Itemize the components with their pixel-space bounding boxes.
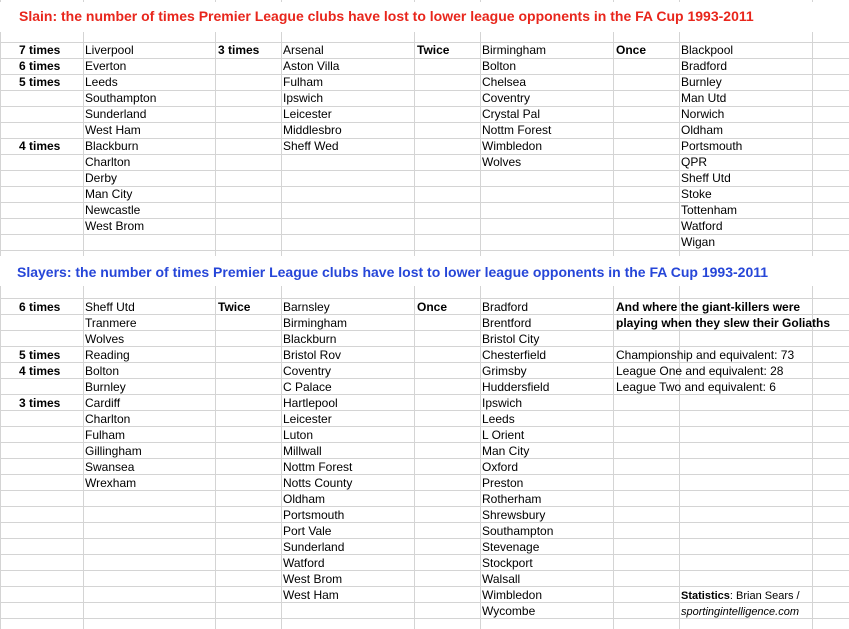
club-name: Wimbledon [482,139,543,153]
club-name: Preston [482,476,524,490]
club-name: Nottm Forest [482,123,552,137]
club-name: Oldham [283,492,326,506]
club-name: Stoke [681,187,712,201]
club-name: Rotherham [482,492,542,506]
club-name: Wycombe [482,604,536,618]
credit-block [681,588,800,620]
club-name: Nottm Forest [283,460,353,474]
club-name: Grimsby [482,364,527,378]
club-name: Birmingham [482,43,547,57]
club-name: Arsenal [283,43,324,57]
club-name: Bristol City [482,332,540,346]
club-name: Charlton [85,155,131,169]
club-name: Chesterfield [482,348,547,362]
count-label: 5 times [19,75,61,89]
club-name: Birmingham [283,316,348,330]
club-name: Liverpool [85,43,134,57]
club-name: Watford [283,556,325,570]
slain-title: Slain: the number of times Premier League clubs have lost to lower league opponents in the FA Cup 1993-2011 [19,8,754,24]
slain-clubs-column-2 [283,42,342,154]
venue-line: Championship and equivalent: 73 [616,348,795,362]
club-name: Oxford [482,460,519,474]
count-label: 7 times [19,43,61,57]
venue-heading-line-2: playing when they slew their Goliaths [616,316,831,330]
club-name: Bristol Rov [283,348,342,362]
slayers-col2-label: Twice [218,300,251,314]
club-name: Sunderland [283,540,345,554]
club-name: Watford [681,219,723,233]
club-name: Wolves [85,332,125,346]
count-label: 6 times [19,59,61,73]
club-name: Everton [85,59,127,73]
club-name: Tottenham [681,203,738,217]
club-name: Derby [85,171,118,185]
club-name: Ipswich [482,396,523,410]
club-name: Portsmouth [283,508,345,522]
club-name: Reading [85,348,130,362]
club-name: Coventry [482,91,531,105]
venue-heading-line-1: And where the giant-killers were [616,300,801,314]
club-name: Blackpool [681,43,734,57]
club-name: Charlton [85,412,131,426]
club-name: Leicester [283,412,332,426]
count-label: 4 times [19,139,61,153]
club-name: Leeds [482,412,515,426]
club-name: Walsall [482,572,521,586]
slain-col4-label: Once [616,43,647,57]
club-name: Wrexham [85,476,137,490]
slain-clubs-column-1 [85,42,156,234]
club-name: Portsmouth [681,139,743,153]
club-name: Ipswich [283,91,324,105]
venue-breakdown-list [616,347,794,395]
club-name: Middlesbro [283,123,342,137]
club-name: Sheff Utd [85,300,135,314]
club-name: Crystal Pal [482,107,541,121]
club-name: Stevenage [482,540,540,554]
slayers-clubs-column-2 [283,299,352,603]
club-name: Blackburn [85,139,139,153]
slayers-col3-label: Once [417,300,448,314]
count-label: 3 times [19,396,61,410]
slayers-title: Slayers: the number of times Premier League clubs have lost to lower league opponents in the FA Cup 1993-2011 [17,264,769,280]
club-name: Wimbledon [482,588,543,602]
club-name: Cardiff [85,396,121,410]
club-name: Aston Villa [283,59,340,73]
club-name: Man City [482,444,530,458]
club-name: Stockport [482,556,533,570]
club-name: Bradford [482,300,529,314]
club-name: Wolves [482,155,522,169]
slayers-clubs-column-1 [85,299,142,491]
grid-column-line [414,0,415,629]
club-name: Luton [283,428,314,442]
count-label: 5 times [19,348,61,362]
club-name: Wigan [681,235,716,249]
slain-col3-label: Twice [417,43,450,57]
venue-line: League Two and equivalent: 6 [616,380,776,394]
club-name: C Palace [283,380,332,394]
club-name: Fulham [283,75,324,89]
venue-line: League One and equivalent: 28 [616,364,784,378]
club-name: Leicester [283,107,332,121]
club-name: Sheff Utd [681,171,731,185]
grid-column-line [613,0,614,629]
club-name: QPR [681,155,708,169]
club-name: Notts County [283,476,353,490]
club-name: Millwall [283,444,322,458]
club-name: West Ham [283,588,339,602]
slain-col2-label: 3 times [218,43,260,57]
club-name: Burnley [681,75,722,89]
club-name: Swansea [85,460,135,474]
grid-column-line [215,0,216,629]
club-name: Blackburn [283,332,337,346]
club-name: Leeds [85,75,118,89]
club-name: Fulham [85,428,126,442]
count-label: 4 times [19,364,61,378]
club-name: Man Utd [681,91,727,105]
club-name: Huddersfield [482,380,550,394]
club-name: West Brom [283,572,343,586]
slain-clubs-column-3 [482,42,551,170]
count-label: 6 times [19,300,61,314]
club-name: West Brom [85,219,145,233]
credit-site: sportingintelligence.com [681,606,800,618]
grid-column-line [83,0,84,629]
club-name: Sunderland [85,107,147,121]
grid-column-line [281,0,282,629]
slayers-clubs-column-3 [482,299,553,619]
grid-column-line [480,0,481,629]
club-name: West Ham [85,123,141,137]
club-name: Sheff Wed [283,139,339,153]
club-name: Port Vale [283,524,332,538]
club-name: Man City [85,187,133,201]
club-name: Hartlepool [283,396,338,410]
club-name: Coventry [283,364,332,378]
club-name: Tranmere [85,316,137,330]
credit-name: : Brian Sears / [729,590,800,602]
club-name: Shrewsbury [482,508,546,522]
club-name: Barnsley [283,300,330,314]
credit-label: Statistics [681,590,730,602]
club-name: Oldham [681,123,724,137]
club-name: Southampton [85,91,157,105]
club-name: Burnley [85,380,126,394]
slain-clubs-column-4 [681,42,742,250]
club-name: L Orient [482,428,525,442]
club-name: Gillingham [85,444,142,458]
club-name: Chelsea [482,75,527,89]
club-name: Norwich [681,107,725,121]
club-name: Bolton [482,59,517,73]
club-name: Newcastle [85,203,141,217]
club-name: Bradford [681,59,728,73]
club-name: Bolton [85,364,120,378]
club-name: Southampton [482,524,554,538]
club-name: Brentford [482,316,532,330]
